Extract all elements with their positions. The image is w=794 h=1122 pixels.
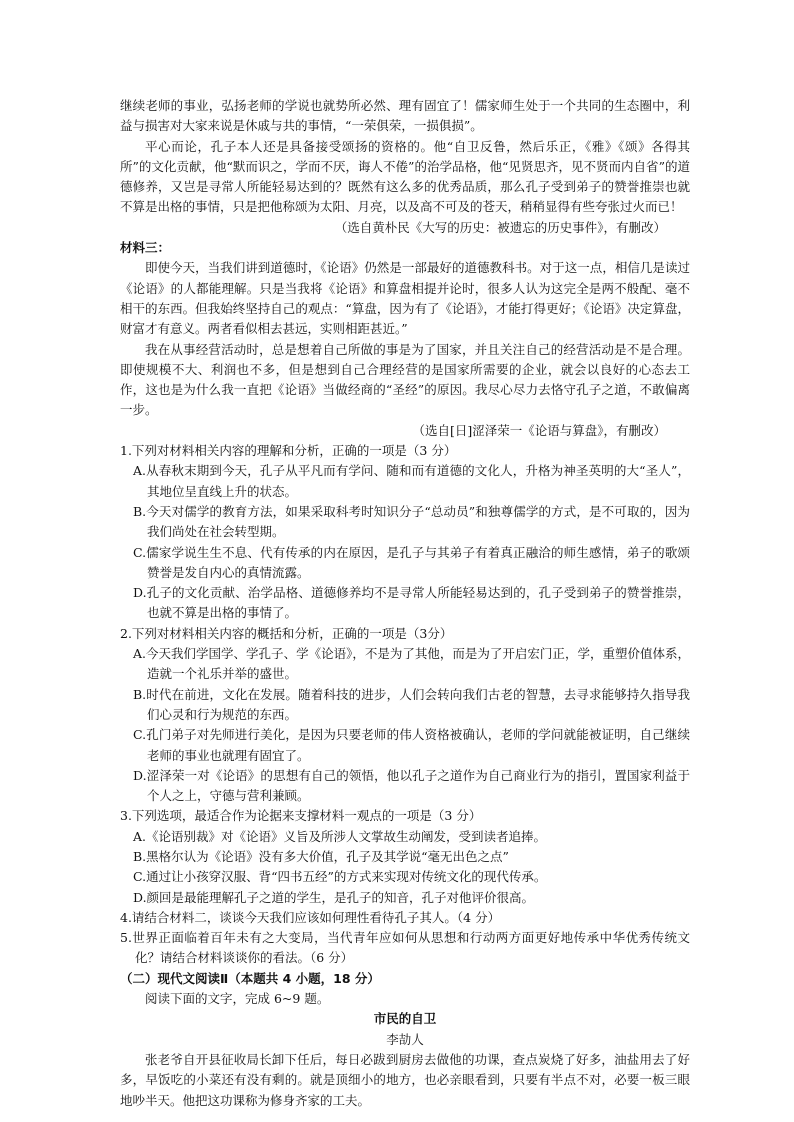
section-2-heading: （二）现代文阅读Ⅱ（本题共 4 小题，18 分） xyxy=(120,970,380,986)
material3-paragraph-2: 我在从事经营活动时，总是想着自己所做的事是为了国家，并且关注自己的经营活动是不是合理。即使规模不大、利润也不多，但是想到自己合理经营的是国家所需要的企业，就会以良好的心态去工作，这也是为什么我一直把《论语》当做经商的“圣经”的原因。我尽心尽力去恪守孔子之道，不敢偏离一步。 xyxy=(120,341,690,418)
question-3-option-b: B.黑格尔认为《论语》没有多大价值，孔子及其学说“毫无出色之点” xyxy=(133,848,509,864)
question-3-option-c: C.通过让小孩穿汉服、背“四书五经”的方式来实现对传统文化的现代传承。 xyxy=(133,869,547,885)
material3-heading: 材料三： xyxy=(120,240,171,256)
question-2-option-c: C.孔门弟子对先师进行美化，是因为只要老师的伟人资格被确认，老师的学问就能被证明，自己继续老师的事业也就理有固宜了。 xyxy=(133,727,690,763)
material2-source: （选自黄朴民《大写的历史：被遗忘的历史事件》，有删改） xyxy=(334,219,666,235)
material3-paragraph-1: 即使今天，当我们讲到道德时，《论语》仍然是一部最好的道德教科书。对于这一点，相信几是读过《论语》的人都能理解。只是当我将《论语》和算盘相提并论时，很多人认为这完全是两不般配、毫不相干的东西。但我始终坚持自己的观点：“算盘，因为有了《论语》，才能打得更好；《论语》决定算盘，财富才有意义。两者看似相去甚远，实则相距甚近。” xyxy=(120,260,690,337)
question-2-option-d: D.涩泽荣一对《论语》的思想有自己的领悟，他以孔子之道作为自己商业行为的指引，置国家利益于个人之上，守德与营利兼顾。 xyxy=(133,767,690,804)
material2-paragraph-2: 平心而论，孔子本人还是具备接受颂扬的资格的。他“自卫反鲁，然后乐正，《雅》《颂》各得其所”的文化贡献，他“默而识之，学而不厌，诲人不倦”的治学品格，他“见贤思齐，见不贤而内自省”的道德修养，又岂是寻常人所能轻易达到的？既然有这么多的优秀品质，那么孔子受到弟子的赞誉推崇也就不算是出格的事情，只是把他称颂为太阳、月亮，以及高不可及的苍天，稍稍显得有些夸张过火而已！ xyxy=(120,138,690,215)
question-2-option-b: B.时代在前进，文化在发展。随着科技的进步，人们会转向我们古老的智慧，去寻求能够持久指导我们心灵和行为规范的东西。 xyxy=(133,686,690,722)
question-3-option-a: A.《论语别裁》对《论语》义旨及所涉人文掌故生动阐发，受到读者追捧。 xyxy=(133,828,547,844)
question-4-stem: 4.请结合材料二，谈谈今天我们应该如何理性看待孔子其人。（4 分） xyxy=(120,909,501,925)
question-1-option-d: D.孔子的文化贡献、治学品格、道德修养均不是寻常人所能轻易达到的，孔子受到弟子的赞誉推崇，也就不算是出格的事情了。 xyxy=(133,585,690,621)
question-2-option-a: A.今天我们学国学、学孔子、学《论语》，不是为了其他，而是为了开启宏门正，学，重塑价值体系，造就一个礼乐并举的盛世。 xyxy=(133,646,690,682)
question-2-stem: 2.下列对材料相关内容的概括和分析，正确的一项是（3分） xyxy=(120,625,453,641)
question-3-stem: 3.下列选项，最适合作为论据来支撑材料一观点的一项是（3 分） xyxy=(120,808,482,824)
material3-source: （选自[日]涩泽荣一《论语与算盘》，有删改） xyxy=(412,422,666,438)
question-5-stem: 5.世界正面临着百年未有之大变局，当代青年应如何从思想和行动两方面更好地传承中华优秀传统文化？请结合材料谈谈你的看法。（6 分） xyxy=(120,930,690,966)
material2-paragraph-1: 继续老师的事业，弘扬老师的学说也就势所必然、理有固宜了！儒家师生处于一个共同的生态圈中，利益与损害对大家来说是休戚与共的事情，“一荣俱荣，一损俱损”。 xyxy=(120,98,690,134)
question-1-stem: 1.下列对材料相关内容的理解和分析，正确的一项是（3 分） xyxy=(120,443,457,459)
section-2-instruction: 阅读下面的文字，完成 6~9 题。 xyxy=(145,991,330,1007)
story-author: 李劼人 xyxy=(386,1031,424,1047)
story-title: 市民的自卫 xyxy=(373,1011,437,1027)
question-1-option-c: C.儒家学说生生不息、代有传承的内在原因，是孔子与其弟子有着真正融洽的师生感情，弟子的歌颂赞誉是发自内心的真情流露。 xyxy=(133,544,690,580)
story-paragraph: 张老爷自开县征收局长卸下任后，每日必跋到厨房去做他的功课，查点炭烧了好多，油盐用去了好多，早饭吃的小菜还有没有剩的。就是顶细小的地方，也必亲眼看到，只要有半点不对，必要一板三眼地吵半天。他把这功课称为修身齐家的工夫。 xyxy=(120,1051,690,1108)
question-3-option-d: D.颜回是最能理解孔子之道的学生，是孔子的知音，孔子对他评价很高。 xyxy=(133,889,535,905)
question-1-option-a: A.从春秋末期到今天，孔子从平凡而有学问、随和而有道德的文化人，升格为神圣英明的大“圣人”，其地位呈直线上升的状态。 xyxy=(133,463,690,499)
document-page xyxy=(120,96,690,1111)
question-1-option-b: B.今天对儒学的教育方法，如果采取科考时知识分子“总动员”和独尊儒学的方式，是不可取的，因为我们尚处在社会转型期。 xyxy=(133,503,690,540)
